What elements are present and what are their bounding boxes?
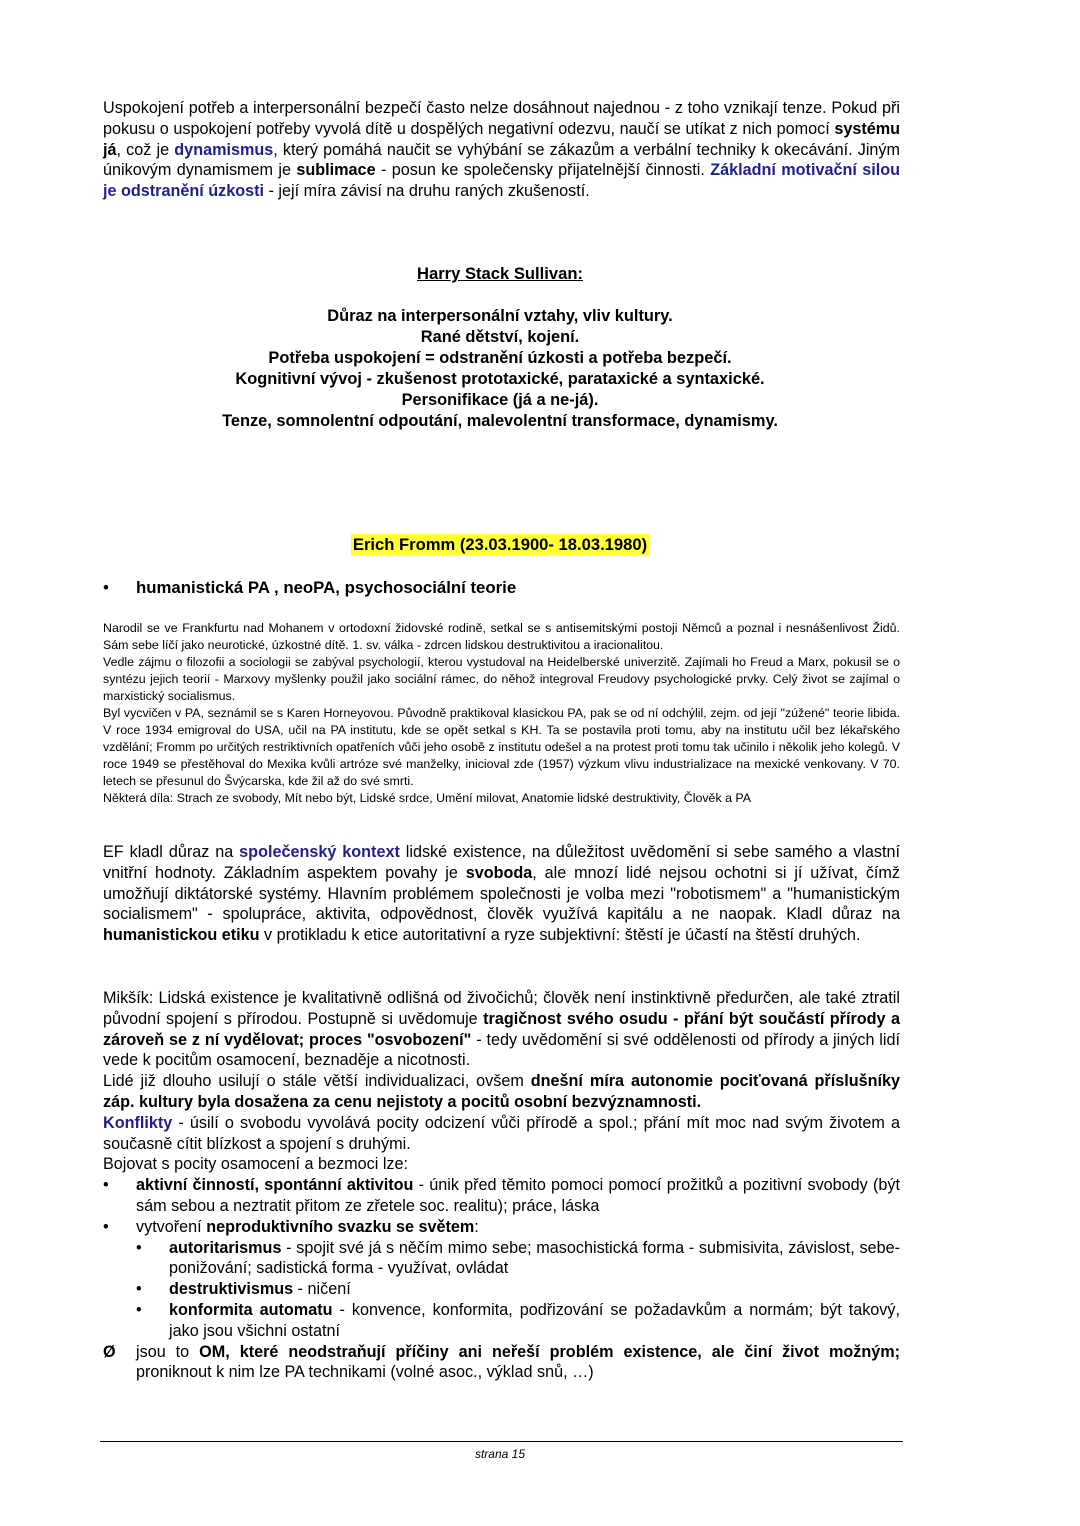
sullivan-line: Potřeba uspokojení = odstranění úzkosti a potřeba bezpečí.	[268, 349, 732, 367]
bullet-icon: •	[103, 578, 109, 597]
sullivan-line: Personifikace (já a ne-já).	[401, 391, 599, 409]
sub-list-item: • autoritarismus - spojit své já s něčím mimo sebe; masochistická forma - submisivita, závislost, sebe-ponižování; sadistická forma - využívat, ovládat	[136, 1238, 900, 1278]
miksik-section	[103, 988, 900, 1383]
sub-list	[136, 1238, 900, 1342]
sullivan-heading: Harry Stack Sullivan:	[416, 264, 583, 283]
bio-works: Některá díla: Strach ze svobody, Mít nebo být, Lidské srdce, Umění milovat, Anatomie lidské destruktivity, Člověk a PA	[103, 791, 752, 805]
fromm-biography	[103, 620, 900, 807]
miksik-paragraph-1: Mikšík: Lidská existence je kvalitativně odlišná od živočichů; člověk není instinktivně předurčen, ale také ztratil původní spojení s přírodou. Postupně si uvědomuje tragičnost svého osudu - přání být součástí přírody a zároveň se z ní vydělovat; proces "osvobození" - tedy uvědomění si své oddělenosti od přírody a jiných lidí vede k pocitům osamocení, beznaděje a nicotnosti.	[103, 989, 900, 1070]
list-item: • aktivní činností, spontánní aktivitou - únik před těmito pomoci pomocí prožitků a pozitivní svobody (být sám sebou a neztratit přitom ze zřetele soc. realitu); práce, láska	[103, 1176, 900, 1215]
miksik-paragraph-2: Lidé již dlouho usilují o stále větší individualizaci, ovšem dnešní míra autonomie pociťovaná příslušníky záp. kultury byla dosažena za cenu nejistoty a pocitů osobní bezvýznamnosti.	[103, 1072, 900, 1111]
bio-paragraph: Vedle zájmu o filozofii a sociologii se zabýval psychologií, kterou vystudoval na Heidelberské univerzitě. Zajímali ho Freud a Marx, pokusil se o syntézu jejich teorií - Marxovy myšlenky použil jako sociální rámec, do něhož integroval Freudovy psychologické prvky. Celý život se zajímal o marxistický socialismus.	[103, 655, 900, 703]
intro-paragraph: Uspokojení potřeb a interpersonální bezpečí často nelze dosáhnout najednou - z toho vznikají tenze. Pokud při pokusu o uspokojení potřeby vyvolá dítě u dospělých negativní odezvu, naučí se utíkat z nich pomocí systému já, což je dynamismus, který pomáhá naučit se vyhýbání se zákazům a verbální techniky k okecávání. Jiným únikovým dynamismem je sublimace - posun ke společensky přijatelnější činnosti. Základní motivační silou je odstranění úzkosti - její míra závisí na druhu raných zkušeností.	[103, 99, 901, 201]
bullet-icon: •	[136, 1280, 142, 1299]
bullet-icon: •	[136, 1300, 142, 1319]
fromm-category-text: humanistická PA , neoPA, psychosociální teorie	[136, 578, 517, 597]
sullivan-line: Rané dětství, kojení.	[420, 328, 580, 346]
miksik-paragraph-4: Bojovat s pocity osamocení a bezmoci lze:	[103, 1155, 409, 1174]
sub-list-item: • destruktivismus - ničení	[136, 1280, 351, 1299]
bullet-icon: •	[103, 1176, 109, 1195]
sullivan-line: Důraz na interpersonální vztahy, vliv kultury.	[327, 307, 673, 325]
sullivan-summary	[0, 306, 1000, 432]
bullet-icon: •	[103, 1217, 109, 1236]
sub-list-item: • konformita automatu - konvence, konformita, podřizování se požadavkům a normám; být takový, jako jsou všichni ostatní	[136, 1300, 900, 1340]
sullivan-line: Kognitivní vývoj - zkušenost prototaxické, parataxické a syntaxické.	[235, 370, 765, 388]
coping-list	[103, 1175, 900, 1383]
bio-paragraph: Byl vycvičen v PA, seznámil se s Karen Horneyovou. Původně praktikoval klasickou PA, pak se od ní odchýlil, zejm. od její "zúžené" teorie libida. V roce 1934 emigroval do USA, učil na PA institutu, kde se opět setkal s KH. Ta se postavila proti tomu, aby na institutu učil bez lékařského vzdělání; Fromm po určitých restriktivních opatřeních vůči jeho osobě z institutu odešel a na protest proti tomu tak učinilo i několik jeho kolegů. V roce 1949 se přestěhoval do Mexika kvůli artróze své manželky, inicioval zde (1957) výzkum vlivu industrializace na mexické venkovany. V 70. letech se přesunul do Švýcarska, kde žil až do své smrti.	[103, 706, 900, 788]
list-item: • vytvoření neproduktivního svazku se světem: • autoritarismus - spojit své já s něčím mimo sebe; masochistická forma - submisivita, závislost, sebe-ponižování; sadistická forma - využívat, ovládat • destruktivismus - ničení • konformita automatu - konvence, konformita, podřizování se požadavkům a normám; být takový, jako jsou všichni ostatní	[103, 1217, 900, 1340]
list-item-conclusion: Ø jsou to OM, které neodstraňují příčiny ani neřeší problém existence, ale činí život možným; proniknout k nim lze PA technikami (volné asoc., výklad snů, …)	[103, 1342, 900, 1382]
ef-paragraph: EF kladl důraz na společenský kontext lidské existence, na důležitost uvědomění si sebe samého a vlastní vnitřní hodnoty. Základním aspektem povahy je svoboda, ale mnozí lidé nejsou ochotni si jí užívat, čímž umožňují diktátorské systémy. Hlavním problémem společnosti je volba mezi "robotismem" a "humanistickým socialismem" - spolupráce, aktivita, odpovědnost, člověk využívá kapitálu a ne naopak. Kladl důraz na humanistickou etiku v protikladu k etice autoritativní a ryze subjektivní: štěstí je účastí na štěstí druhých.	[103, 843, 900, 945]
fromm-heading	[0, 535, 1000, 555]
fromm-heading-highlight: Erich Fromm (23.03.1900- 18.03.1980)	[352, 535, 648, 554]
bullet-icon: •	[136, 1238, 142, 1257]
page-number: strana 15	[474, 1447, 526, 1461]
miksik-paragraph-3: Konflikty - úsilí o svobodu vyvolává pocity odcizení vůči přírodě a spol.; přání mít moc nad svým životem a současně cítit blízkost a spojení s druhými.	[103, 1113, 900, 1153]
sullivan-line: Tenze, somnolentní odpoutání, malevolentní transformace, dynamismy.	[222, 412, 778, 430]
arrow-bullet-icon: Ø	[103, 1342, 116, 1361]
bio-paragraph: Narodil se ve Frankfurtu nad Mohanem v ortodoxní židovské rodině, setkal se s antisemitskými postoji Němců a poznal i nesnášenlivost Židů. Sám sebe líčí jako neurotické, úzkostné dítě. 1. sv. válka - zdrcen lidskou destruktivitou a iracionalitou.	[103, 621, 900, 652]
footer-divider	[100, 1441, 903, 1442]
